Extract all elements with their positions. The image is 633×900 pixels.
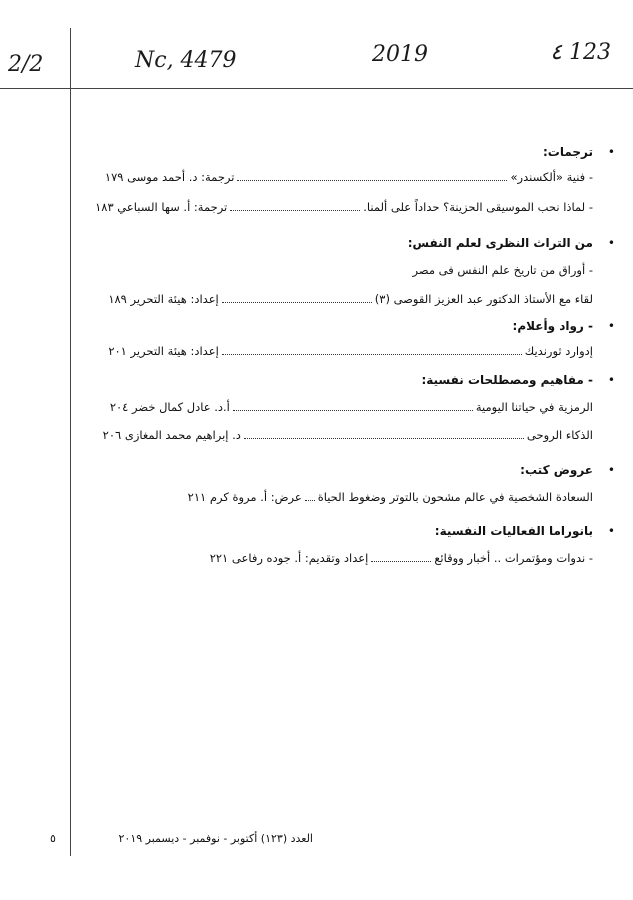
handwritten-page-fraction: 2/2 [8, 52, 44, 77]
toc-entry-title: - ندوات ومؤتمرات .. أخبار ووقائع [434, 551, 593, 565]
toc-entry-credit: إعداد وتقديم: أ. جوده رفاعى ٢٢١ [209, 551, 369, 565]
toc-entry [38, 292, 593, 306]
section-heading: ترجمات: [542, 145, 593, 159]
handwritten-year: 2019 [372, 42, 428, 67]
toc-entry-credit: د. إبراهيم محمد المغازى ٢٠٦ [102, 428, 241, 442]
toc-entry-title: - لماذا نحب الموسيقى الحزينة؟ حداداً على ألمنا. [363, 200, 593, 214]
handwritten-issue-mark: ٤ 123 [550, 40, 611, 65]
leader-dots [222, 346, 522, 355]
toc-entry-credit: ترجمة: أ. سها السباعي ١٨٣ [95, 200, 228, 214]
section-bullet: • [607, 373, 615, 387]
section-heading: - مفاهيم ومصطلحات نفسية: [421, 373, 593, 387]
handwritten-reference: Nc, 4479 [135, 48, 237, 73]
toc-entry-credit: إعداد: هيئة التحرير ١٨٩ [108, 292, 219, 306]
section-heading: بانوراما الفعاليات النفسية: [434, 524, 593, 538]
section-bullet: • [607, 145, 615, 159]
section-heading: - رواد وأعلام: [512, 319, 593, 333]
toc-entry [38, 344, 593, 358]
toc-entry-credit: أ.د. عادل كمال خضر ٢٠٤ [109, 400, 230, 414]
leader-dots [244, 430, 524, 439]
section-bullet: • [607, 236, 615, 250]
leader-dots [230, 202, 360, 211]
toc-entry [38, 490, 593, 504]
toc-entry-credit: عرض: أ. مروة كرم ٢١١ [187, 490, 302, 504]
toc-entry-title: إدوارد ثورنديك [524, 344, 593, 358]
toc-entry-title: الذكاء الروحى [526, 428, 593, 442]
toc-entry-title: السعادة الشخصية في عالم مشحون بالتوتر وضغوط الحياة [317, 490, 593, 504]
section-heading: عروض كتب: [520, 463, 593, 477]
page-number: ٥ [50, 832, 56, 845]
toc-entry-title: - أوراق من تاريخ علم النفس فى مصر [412, 263, 593, 277]
toc-entry [413, 263, 594, 277]
header-rule [0, 88, 633, 89]
toc-entry [38, 428, 593, 442]
toc-entry-credit: ترجمة: د. أحمد موسى ١٧٩ [104, 170, 235, 184]
section-bullet: • [607, 319, 615, 333]
section-bullet: • [607, 524, 615, 538]
leader-dots [222, 294, 372, 303]
toc-entry-title: الرمزية في حياتنا اليومية [475, 400, 593, 414]
leader-dots [237, 172, 507, 181]
leader-dots [371, 553, 431, 562]
toc-entry [38, 200, 593, 214]
section-heading: من التراث النظرى لعلم النفس: [407, 236, 593, 250]
margin-rule [70, 28, 71, 856]
toc-entry [38, 551, 593, 565]
toc-entry [38, 400, 593, 414]
leader-dots [305, 492, 315, 501]
toc-entry [38, 170, 593, 184]
toc-entry-title: - فنية «ألكسندر» [510, 170, 593, 184]
issue-footer: العدد (١٢٣) أكتوبر - نوفمبر - ديسمبر ٢٠١٩ [118, 832, 313, 845]
toc-entry-title: لقاء مع الأستاذ الدكتور عبد العزيز القوصى (٣) [374, 292, 593, 306]
toc-entry-credit: إعداد: هيئة التحرير ٢٠١ [108, 344, 219, 358]
section-bullet: • [607, 463, 615, 477]
leader-dots [233, 402, 473, 411]
